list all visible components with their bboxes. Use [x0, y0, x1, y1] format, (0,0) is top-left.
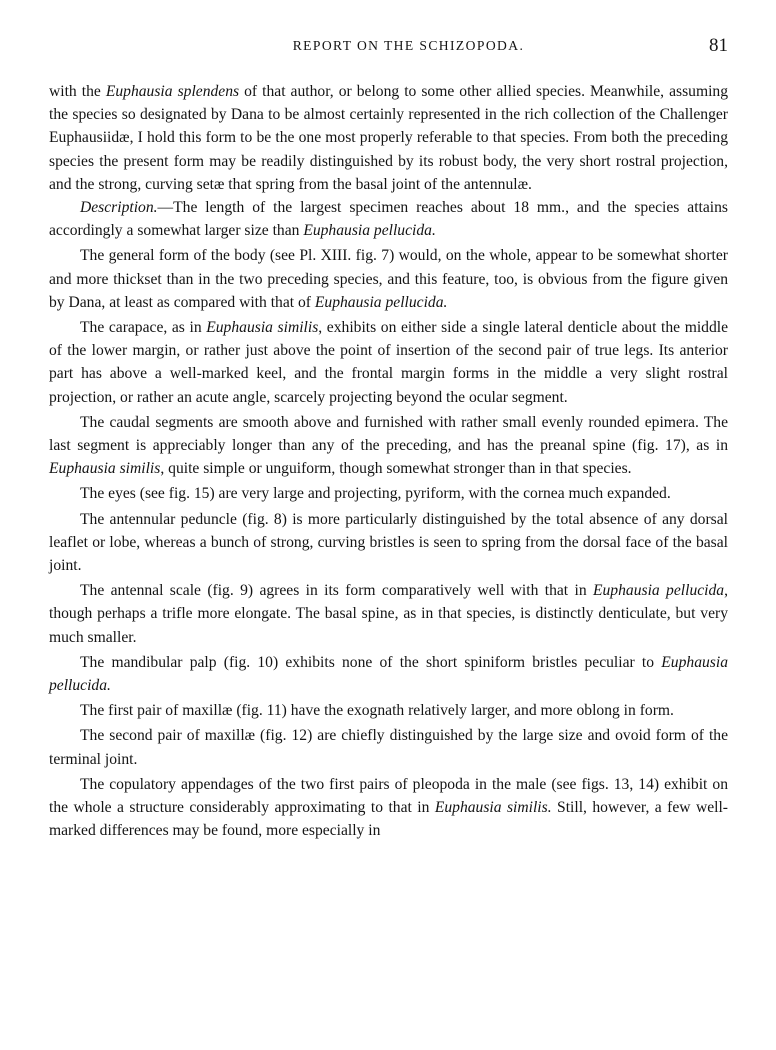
body-text — [49, 80, 728, 843]
page-header — [49, 35, 728, 62]
italic-text: Euphausia pellucida. — [303, 222, 436, 240]
text-run: , exhibits on either side a single lateral denticle about the middle of the lower margin, or rather just above the point of insertion of the second pair of true legs. Its anterior part has above a well-marked keel, and the frontal margin forms in the middle a very slight rostral projection, or rather an acute angle, scarcely projecting beyond the ocular segment. — [49, 319, 729, 406]
italic-text: Euphausia pellucida — [592, 582, 725, 600]
text-run: of that author, or belong to some other allied species. Meanwhile, assuming the species so designated by Dana to be almost certainly represented in the rich collection of the Challenger Euphausiidæ, I hold this form to be the one most properly referable to that species. From both the preceding species the present form may be readily distinguished by its robust body, the very short rostral projection, and the strong, curving setæ that spring from the basal joint of the antennulæ. — [49, 83, 728, 193]
italic-text: Euphausia pellucida. — [49, 653, 728, 695]
paragraph-3 — [49, 244, 728, 314]
paragraph-1 — [49, 80, 728, 196]
text-run: The general form of the body (see Pl. XIII. fig. 7) would, on the whole, appear to be somewhat shorter and more thickset than in the two preceding species, and this feature, too, is obvious from the figure given by Dana, at least as compared with that of — [49, 247, 728, 311]
running-title: REPORT ON THE SCHIZOPODA. — [292, 38, 525, 53]
text-run: The second pair of maxillæ (fig. 12) are chiefly distinguished by the large size and ovoid form of the terminal joint. — [49, 727, 728, 768]
paragraph-5 — [49, 411, 728, 481]
text-run: The copulatory appendages of the two first pairs of pleopoda in the male (see figs. 13, 14) exhibit on the whole a structure considerably approximating to that in — [49, 775, 728, 817]
italic-text: Description. — [80, 199, 158, 217]
paragraph-2 — [49, 196, 728, 242]
text-run: , though perhaps a trifle more elongate. The basal spine, as in that species, is distinctly denticulate, but very much smaller. — [49, 582, 728, 646]
paragraph-11 — [49, 724, 728, 770]
paragraph-10 — [49, 699, 728, 722]
text-run: The caudal segments are smooth above and furnished with rather small evenly rounded epimera. The last segment is appreciably longer than any of the preceding, and has the preanal spine (fig. 17), as in — [49, 413, 728, 455]
text-run: The eyes (see fig. 15) are very large and projecting, pyriform, with the cornea much expanded. — [80, 485, 671, 503]
paragraph-8 — [49, 579, 728, 649]
text-run: The antennular peduncle (fig. 8) is more particularly distinguished by the total absence of any dorsal leaflet or lobe, whereas a bunch of strong, curving bristles is seen to spring from the dorsal face of the basal joint. — [49, 510, 728, 575]
paragraph-4 — [49, 316, 728, 409]
text-run: —The length of the largest specimen reaches about 18 mm., and the species attains accordingly a somewhat larger size than — [49, 199, 728, 240]
paragraph-12 — [49, 773, 728, 843]
italic-text: Euphausia pellucida. — [314, 293, 448, 311]
italic-text: Euphausia similis — [49, 460, 161, 478]
paragraph-9 — [49, 651, 728, 697]
italic-text: Euphausia similis. — [434, 799, 552, 817]
text-run: The carapace, as in — [80, 319, 207, 337]
text-run: The antennal scale (fig. 9) agrees in its form comparatively well with that in — [80, 582, 593, 600]
text-run: The first pair of maxillæ (fig. 11) have the exognath relatively larger, and more oblong in form. — [80, 702, 674, 720]
text-run: The mandibular palp (fig. 10) exhibits none of the short spiniform bristles peculiar to — [80, 653, 662, 671]
italic-text: Euphausia splendens — [105, 83, 240, 100]
text-run: Still, however, a few well-marked differences may be found, more especially in — [49, 799, 728, 840]
page-number: 81 — [709, 35, 728, 56]
text-run: with the — [49, 83, 106, 100]
text-run: , quite simple or unguiform, though somewhat stronger than in that species. — [160, 460, 632, 478]
paragraph-7 — [49, 508, 728, 578]
paragraph-6 — [49, 482, 728, 505]
italic-text: Euphausia similis — [206, 319, 319, 337]
